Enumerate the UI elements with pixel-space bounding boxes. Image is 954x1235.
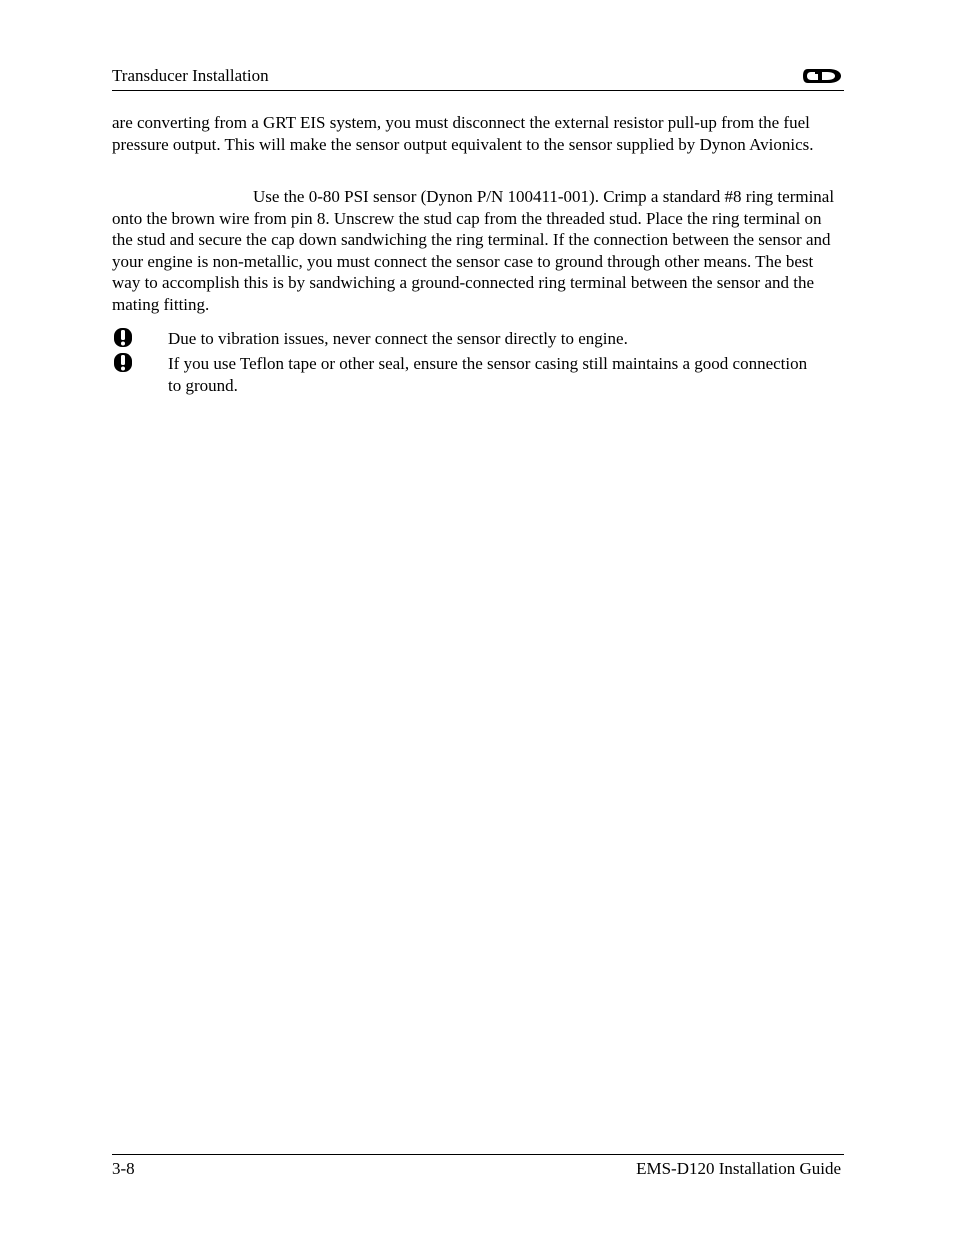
caution-icon — [112, 327, 134, 349]
caution-note-text: Due to vibration issues, never connect the sensor directly to engine. — [168, 329, 628, 348]
dynon-logo-icon — [802, 67, 842, 85]
page-header — [112, 64, 844, 91]
guide-title: EMS-D120 Installation Guide — [636, 1159, 841, 1178]
caution-icon — [112, 352, 134, 374]
page-footer — [112, 1154, 844, 1185]
paragraph-1: are converting from a GRT EIS system, you must disconnect the external resistor pull-up from the fuel pressure output. This will make the sensor output equivalent to the sensor supplied by Dynon Avionics. — [112, 113, 814, 154]
paragraph-2-text: Use the 0-80 PSI sensor (Dynon P/N 100411-001). Crimp a standard #8 ring terminal onto the brown wire from pin 8. Unscrew the stud cap from the threaded stud. Place the ring terminal on the stud and secure the cap down sandwiching the ring terminal. If the connection between the sensor and your engine is non-metallic, you must connect the sensor case to ground through other means. The best way to accomplish this is by sandwiching a ground-connected ring terminal between the sensor and the mating fitting. — [112, 187, 835, 314]
header-title: Transducer Installation — [112, 66, 269, 85]
caution-note-text: If you use Teflon tape or other seal, ensure the sensor casing still maintains a good connection to ground. — [168, 354, 808, 395]
paragraph-2 — [112, 186, 844, 315]
page-number: 3-8 — [112, 1159, 135, 1178]
